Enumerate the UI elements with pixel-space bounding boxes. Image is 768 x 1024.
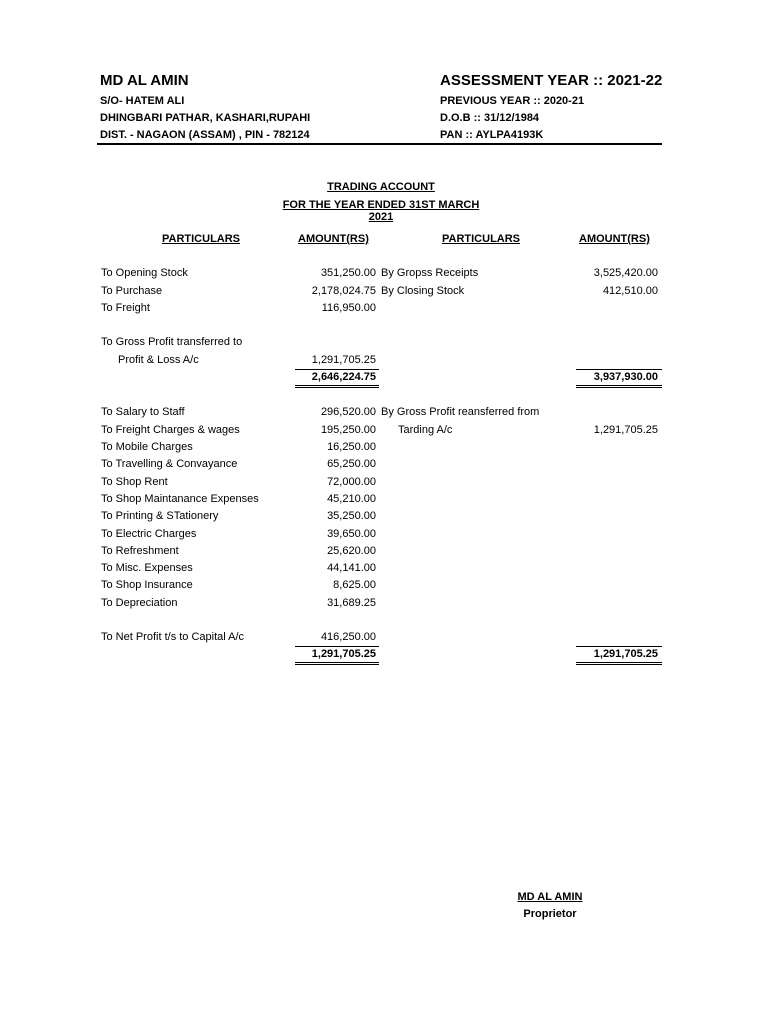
col-particulars-left: PARTICULARS: [162, 233, 241, 245]
pl-debit-amount: 45,210.00: [327, 493, 376, 505]
trading-debit-amount: 116,950.00: [321, 302, 376, 314]
pl-debit-label: To Travelling & Convayance: [101, 458, 238, 470]
pl-debit-amount: 8,625.00: [333, 579, 376, 591]
gross-profit-amount: 1,291,705.25: [311, 354, 376, 366]
pl-debit-amount: 195,250.00: [320, 424, 376, 436]
previous-year: PREVIOUS YEAR :: 2020-21: [440, 95, 585, 107]
taxpayer-name: MD AL AMIN: [100, 72, 189, 89]
trading-credit-amount: 412,510.00: [602, 285, 658, 297]
signatory-name: MD AL AMIN: [517, 891, 583, 903]
pl-debit-label: To Misc. Expenses: [101, 562, 193, 574]
trading-credit-label: By Gropss Receipts: [381, 267, 479, 279]
total-rule-top: [576, 646, 662, 647]
trading-total-left: 2,646,224.75: [311, 371, 376, 383]
trading-credit-label: By Closing Stock: [381, 285, 465, 297]
gross-profit-label-cont: Profit & Loss A/c: [118, 354, 199, 366]
pl-total-right: 1,291,705.25: [593, 648, 658, 660]
address-line: DHINGBARI PATHAR, KASHARI,RUPAHI: [100, 112, 311, 124]
trading-total-right: 3,937,930.00: [593, 371, 658, 383]
gross-profit-label: To Gross Profit transferred to: [101, 336, 243, 348]
pl-debit-label: To Shop Insurance: [101, 579, 193, 591]
pl-debit-amount: 44,141.00: [327, 562, 376, 574]
trading-debit-amount: 351,250.00: [320, 267, 376, 279]
pl-debit-label: To Shop Rent: [101, 476, 168, 488]
pan-number: PAN :: AYLPA4193K: [440, 129, 544, 141]
total-double-rule: [295, 662, 379, 665]
signatory-role: Proprietor: [523, 908, 577, 920]
district-line: DIST. - NAGAON (ASSAM) , PIN - 782124: [100, 129, 310, 141]
total-double-rule: [576, 662, 662, 665]
pl-debit-amount: 72,000.00: [327, 476, 376, 488]
total-rule-top: [576, 369, 662, 370]
father-name: S/O- HATEM ALI: [100, 95, 185, 107]
trading-debit-amount: 2,178,024.75: [311, 285, 376, 297]
col-particulars-right: PARTICULARS: [442, 233, 521, 245]
pl-debit-amount: 35,250.00: [327, 510, 376, 522]
total-rule-top: [295, 646, 379, 647]
pl-debit-amount: 39,650.00: [327, 528, 376, 540]
pl-credit-label-cont: Tarding A/c: [398, 424, 453, 436]
total-rule-top: [295, 369, 379, 370]
trading-debit-label: To Freight: [101, 302, 150, 314]
col-amount-left: AMOUNT(RS): [298, 233, 369, 245]
pl-debit-amount: 16,250.00: [327, 441, 376, 453]
pl-debit-amount: 25,620.00: [327, 545, 376, 557]
pl-debit-label: To Freight Charges & wages: [101, 424, 240, 436]
pl-debit-label: To Refreshment: [101, 545, 179, 557]
net-profit-amount: 416,250.00: [320, 631, 376, 643]
pl-credit-label: By Gross Profit reansferred from: [381, 406, 540, 418]
pl-total-left: 1,291,705.25: [311, 648, 376, 660]
net-profit-label: To Net Profit t/s to Capital A/c: [101, 631, 245, 643]
total-double-rule: [295, 385, 379, 388]
col-amount-right: AMOUNT(RS): [579, 233, 650, 245]
account-subtitle: FOR THE YEAR ENDED 31ST MARCH 2021: [282, 199, 480, 223]
pl-credit-amount: 1,291,705.25: [593, 424, 658, 436]
assessment-year: ASSESSMENT YEAR :: 2021-22: [440, 72, 663, 89]
pl-debit-label: To Mobile Charges: [101, 441, 193, 453]
pl-debit-label: To Printing & STationery: [101, 510, 219, 522]
trading-debit-label: To Purchase: [101, 285, 163, 297]
total-double-rule: [576, 385, 662, 388]
pl-debit-label: To Electric Charges: [101, 528, 197, 540]
pl-debit-label: To Salary to Staff: [101, 406, 185, 418]
pl-debit-amount: 296,520.00: [320, 406, 376, 418]
pl-debit-label: To Depreciation: [101, 597, 178, 609]
pl-debit-amount: 65,250.00: [327, 458, 376, 470]
pl-debit-amount: 31,689.25: [327, 597, 376, 609]
date-of-birth: D.O.B :: 31/12/1984: [440, 112, 540, 124]
trading-debit-label: To Opening Stock: [101, 267, 188, 279]
header-divider: [97, 143, 662, 145]
pl-debit-label: To Shop Maintanance Expenses: [101, 493, 259, 505]
trading-credit-amount: 3,525,420.00: [593, 267, 658, 279]
account-title: TRADING ACCOUNT: [327, 181, 435, 193]
